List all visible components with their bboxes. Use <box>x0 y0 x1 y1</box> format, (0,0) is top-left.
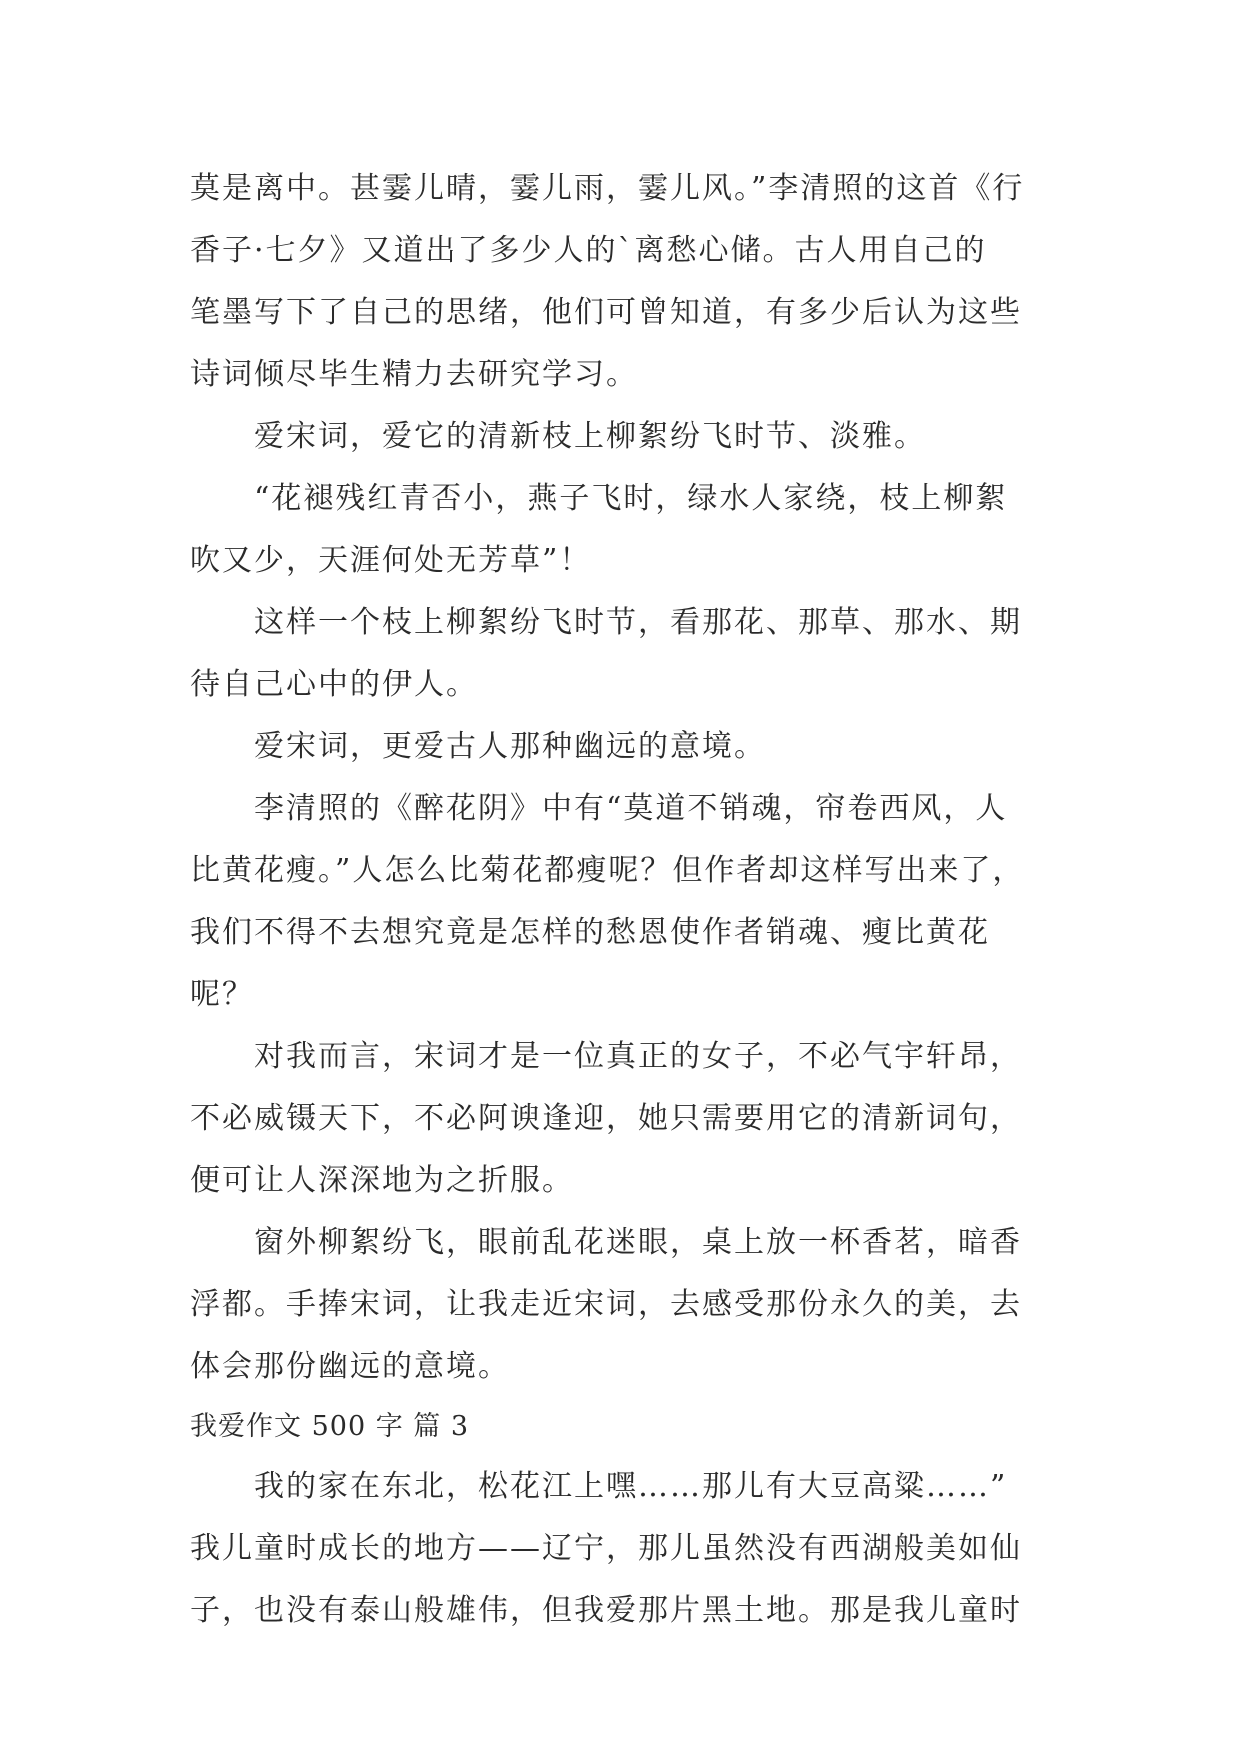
text-line: 诗词倾尽毕生精力去研究学习。 <box>190 357 638 392</box>
text-line: 子，也没有泰山般雄伟，但我爱那片黑土地。那是我儿童时 <box>190 1593 1022 1628</box>
text-line: 浮都。手捧宋词，让我走近宋词，去感受那份永久的美，去 <box>190 1287 1022 1322</box>
text-line: 吹又少，天涯何处无芳草”！ <box>190 543 592 578</box>
paragraph-start: 对我而言，宋词才是一位真正的女子，不必气宇轩昂， <box>254 1039 1022 1074</box>
text-line: 不必威镊天下，不必阿谀逢迎，她只需要用它的清新词句， <box>190 1101 1022 1136</box>
paragraph-start: 李清照的《醉花阴》中有“莫道不销魂，帘卷西风，人 <box>254 791 1008 826</box>
text-line: 待自己心中的伊人。 <box>190 667 478 702</box>
text-line: 呢？ <box>190 977 254 1012</box>
text-line: 莫是离中。甚霎儿晴，霎儿雨，霎儿风。”李清照的这首《行 <box>190 171 1025 206</box>
paragraph-start: “花褪残红青否小，燕子飞时，绿水人家绕，枝上柳絮 <box>254 481 1008 516</box>
paragraph-start: 爱宋词，爱它的清新枝上柳絮纷飞时节、淡雅。 <box>254 419 926 454</box>
paragraph-start: 窗外柳絮纷飞，眼前乱花迷眼，桌上放一杯香茗，暗香 <box>254 1225 1022 1260</box>
text-line: 我们不得不去想究竟是怎样的愁恩使作者销魂、瘦比黄花 <box>190 915 990 950</box>
paragraph-start: 我的家在东北，松花江上嘿……那儿有大豆高粱……” <box>254 1469 1008 1504</box>
paragraph-start: 这样一个枝上柳絮纷飞时节，看那花、那草、那水、期 <box>254 605 1022 640</box>
text-line: 香子·七夕》又道出了多少人的`离愁心储。古人用自己的 <box>190 233 987 268</box>
text-line: 我儿童时成长的地方——辽宁，那儿虽然没有西湖般美如仙 <box>190 1531 1022 1566</box>
text-line: 体会那份幽远的意境。 <box>190 1349 510 1384</box>
paragraph-start: 爱宋词，更爱古人那种幽远的意境。 <box>254 729 766 764</box>
text-line: 比黄花瘦。”人怎么比菊花都瘦呢？但作者却这样写出来了， <box>190 853 1025 888</box>
section-heading: 我爱作文 500 字 篇 3 <box>190 1411 470 1442</box>
text-line: 笔墨写下了自己的思绪，他们可曾知道，有多少后认为这些 <box>190 295 1022 330</box>
text-line: 便可让人深深地为之折服。 <box>190 1163 574 1198</box>
body-text <box>190 158 1060 1642</box>
